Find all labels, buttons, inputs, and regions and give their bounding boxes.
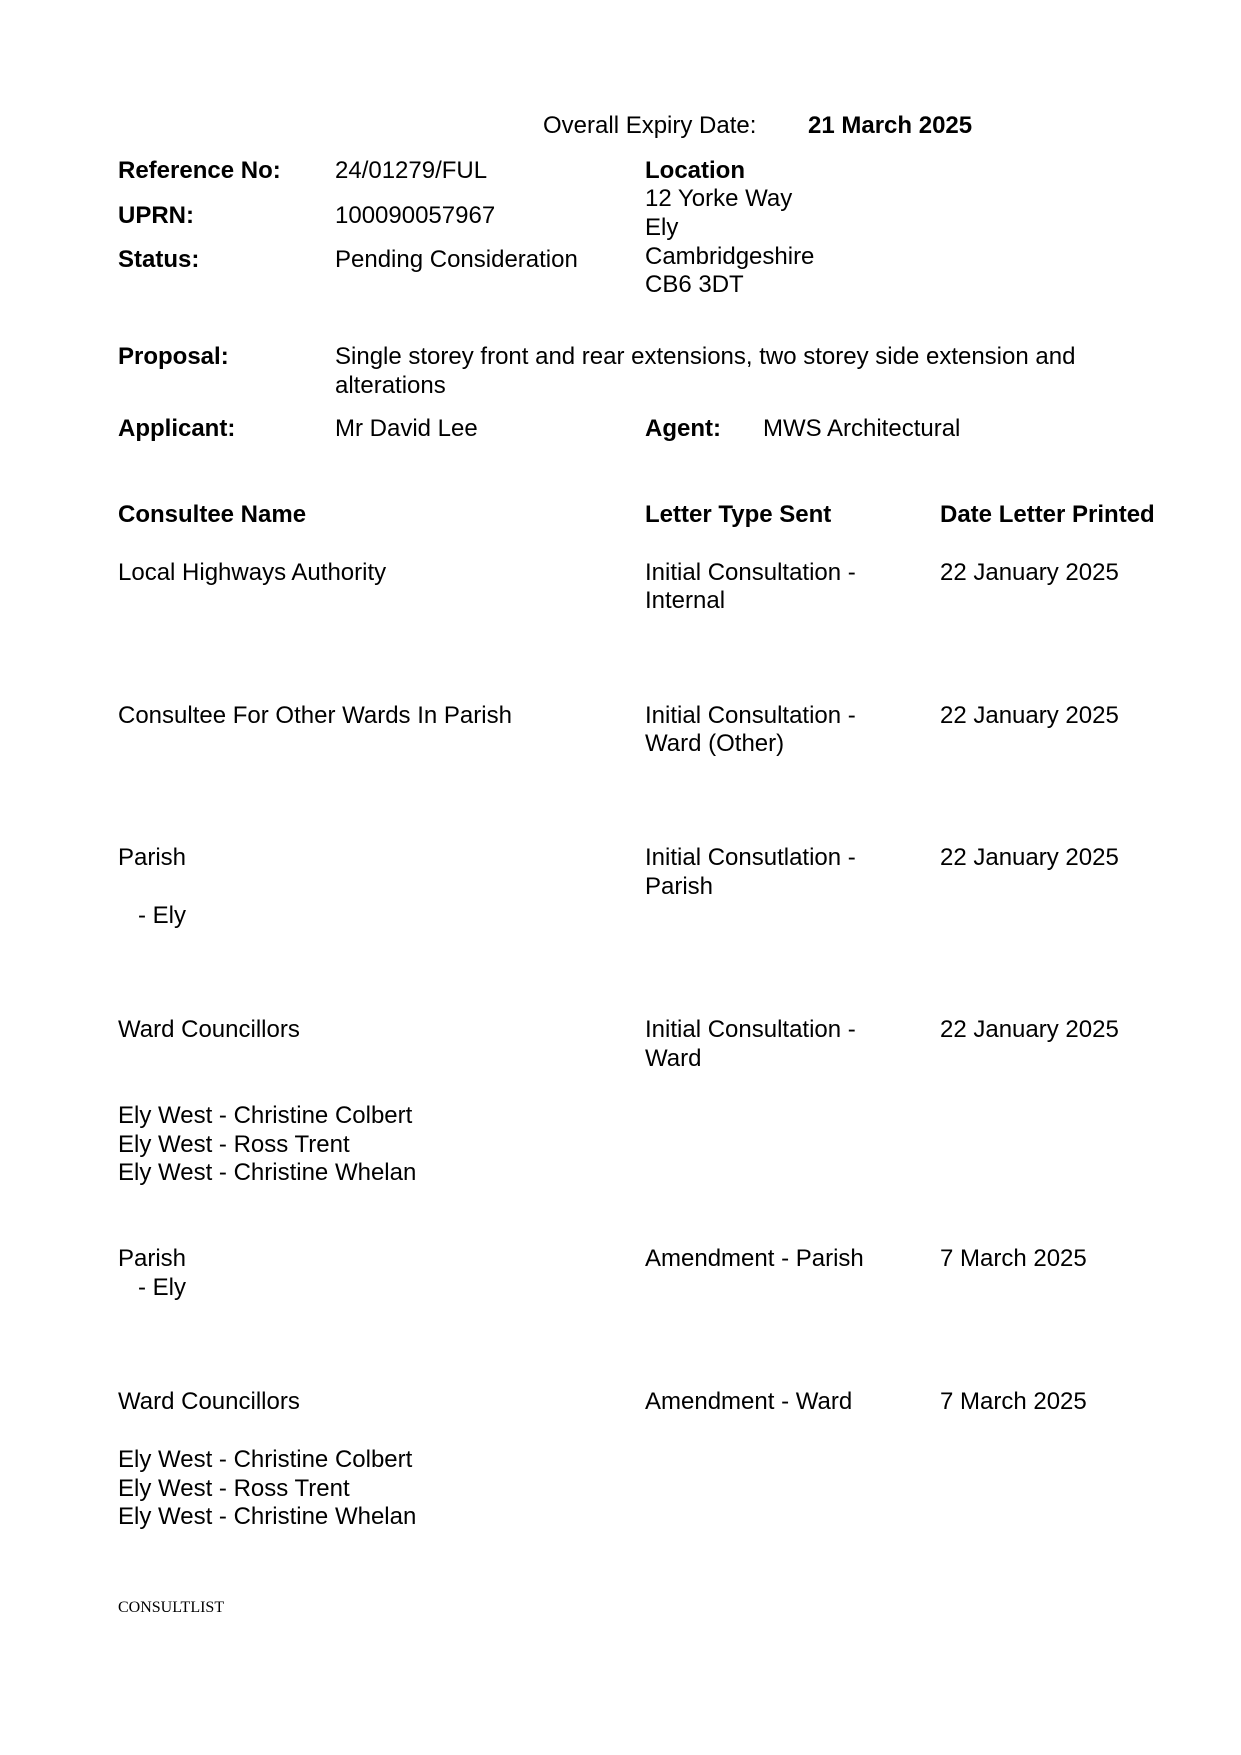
proposal-value: Single storey front and rear extensions, two storey side extension and alterations	[335, 343, 1076, 399]
date-printed: 22 January 2025	[940, 844, 1119, 871]
letter-type: Initial Consutlation -	[645, 844, 856, 871]
councillor-name: Ely West - Ross Trent	[118, 1475, 350, 1502]
location-line: Cambridgeshire	[645, 243, 815, 270]
consultee-sub: - Ely	[138, 1274, 186, 1301]
location-line: Ely	[645, 214, 679, 241]
uprn-value: 100090057967	[335, 202, 496, 229]
column-header-consultee: Consultee Name	[118, 501, 307, 528]
letter-type: Initial Consultation -	[645, 1016, 856, 1043]
column-header-date: Date Letter Printed	[940, 501, 1155, 528]
consultee-name: Parish	[118, 844, 187, 871]
consultee-name: Parish	[118, 1245, 187, 1272]
councillor-name: Ely West - Christine Colbert	[118, 1102, 413, 1129]
reference-value: 24/01279/FUL	[335, 157, 488, 184]
applicant-label: Applicant:	[118, 415, 236, 442]
date-printed: 7 March 2025	[940, 1245, 1087, 1272]
expiry-label: Overall Expiry Date:	[543, 112, 757, 139]
consultee-name: Ward Councillors	[118, 1016, 300, 1043]
consultee-name: Ward Councillors	[118, 1388, 300, 1415]
column-header-letter-type: Letter Type Sent	[645, 501, 832, 528]
location-line: CB6 3DT	[645, 271, 744, 298]
councillor-name: Ely West - Christine Whelan	[118, 1503, 417, 1530]
footer-code: CONSULTLIST	[118, 1599, 225, 1616]
proposal-label: Proposal:	[118, 343, 229, 370]
date-printed: 7 March 2025	[940, 1388, 1087, 1415]
consultee-sub: - Ely	[138, 902, 186, 929]
uprn-label: UPRN:	[118, 202, 194, 229]
councillor-name: Ely West - Ross Trent	[118, 1131, 350, 1158]
location-line: 12 Yorke Way	[645, 185, 793, 212]
agent-value: MWS Architectural	[763, 415, 961, 442]
letter-type: Initial Consultation -	[645, 559, 856, 586]
letter-type: Internal	[645, 587, 726, 614]
status-label: Status:	[118, 246, 200, 273]
letter-type: Parish	[645, 873, 714, 900]
date-printed: 22 January 2025	[940, 702, 1119, 729]
applicant-value: Mr David Lee	[335, 415, 478, 442]
status-value: Pending Consideration	[335, 246, 578, 273]
date-printed: 22 January 2025	[940, 559, 1119, 586]
agent-label: Agent:	[645, 415, 721, 442]
letter-type: Initial Consultation -	[645, 702, 856, 729]
councillor-name: Ely West - Christine Colbert	[118, 1446, 413, 1473]
consultee-name: Consultee For Other Wards In Parish	[118, 702, 512, 729]
consultee-name: Local Highways Authority	[118, 559, 387, 586]
letter-type: Ward (Other)	[645, 730, 785, 757]
expiry-value: 21 March 2025	[808, 112, 973, 139]
letter-type: Ward	[645, 1045, 702, 1072]
location-label: Location	[645, 157, 745, 184]
date-printed: 22 January 2025	[940, 1016, 1119, 1043]
councillor-name: Ely West - Christine Whelan	[118, 1159, 417, 1186]
letter-type: Amendment - Parish	[645, 1245, 864, 1272]
letter-type: Amendment - Ward	[645, 1388, 853, 1415]
reference-label: Reference No:	[118, 157, 281, 184]
